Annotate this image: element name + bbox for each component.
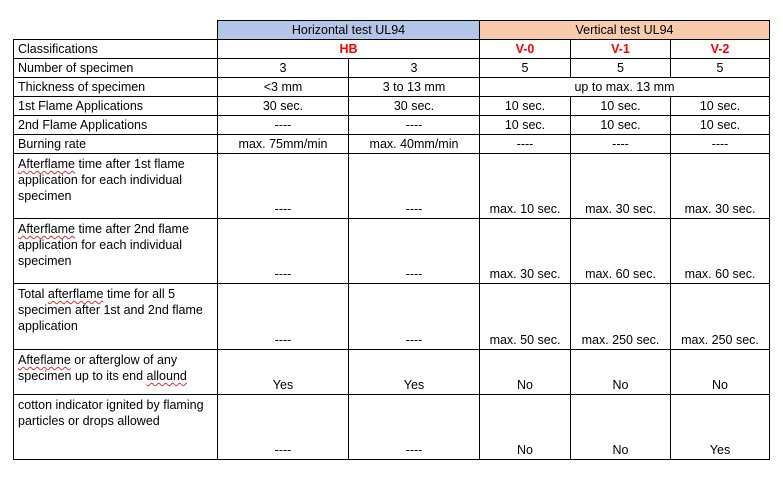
table-cell: 10 sec. bbox=[671, 116, 770, 135]
table-cell: 5 bbox=[480, 59, 571, 78]
classifications-row bbox=[14, 40, 770, 59]
table-cell: ---- bbox=[349, 219, 480, 284]
table-cell: Yes bbox=[671, 395, 770, 460]
table-cell: max. 250 sec. bbox=[571, 284, 671, 350]
row-label: Thickness of specimen bbox=[14, 78, 218, 97]
table-cell: Yes bbox=[349, 350, 480, 395]
burning-rate-row bbox=[14, 135, 770, 154]
table-cell: ---- bbox=[480, 135, 571, 154]
afterflame-second-row bbox=[14, 219, 770, 284]
class-v1: V-1 bbox=[571, 40, 671, 59]
table-cell: Yes bbox=[218, 350, 349, 395]
empty-corner-cell bbox=[14, 21, 218, 40]
row-label: cotton indicator ignited by flaming particles or drops allowed bbox=[14, 395, 218, 460]
table-cell: max. 30 sec. bbox=[480, 219, 571, 284]
table-cell: ---- bbox=[218, 284, 349, 350]
table-cell: 3 bbox=[349, 59, 480, 78]
class-hb: HB bbox=[218, 40, 480, 59]
table-cell: No bbox=[480, 350, 571, 395]
first-flame-row bbox=[14, 97, 770, 116]
spellcheck-word: allound bbox=[146, 369, 187, 383]
row-label bbox=[14, 219, 218, 284]
row-label-text: time for all 5 specimen after 1st and 2nd flame application bbox=[18, 287, 203, 333]
table-cell: ---- bbox=[349, 154, 480, 219]
row-label bbox=[14, 350, 218, 395]
row-label: 1st Flame Applications bbox=[14, 97, 218, 116]
table-cell: No bbox=[480, 395, 571, 460]
spellcheck-word: Afterflame bbox=[18, 157, 75, 171]
horizontal-test-header: Horizontal test UL94 bbox=[218, 21, 480, 40]
row-label bbox=[14, 284, 218, 350]
table-cell: 10 sec. bbox=[671, 97, 770, 116]
ul94-comparison-table bbox=[13, 20, 770, 460]
table-cell: ---- bbox=[349, 116, 480, 135]
table-cell: max. 50 sec. bbox=[480, 284, 571, 350]
row-label: 2nd Flame Applications bbox=[14, 116, 218, 135]
table-cell: 10 sec. bbox=[571, 116, 671, 135]
table-cell: ---- bbox=[218, 395, 349, 460]
table-cell: ---- bbox=[349, 395, 480, 460]
row-label-text: time after 2nd flame application for each individual specimen bbox=[18, 222, 189, 268]
table-cell: ---- bbox=[571, 135, 671, 154]
table-cell: ---- bbox=[349, 284, 480, 350]
table-cell: No bbox=[571, 395, 671, 460]
spellcheck-word: Afteflame bbox=[18, 353, 71, 367]
vertical-test-header: Vertical test UL94 bbox=[480, 21, 770, 40]
thickness-row bbox=[14, 78, 770, 97]
table-cell: 5 bbox=[571, 59, 671, 78]
group-header-row bbox=[14, 21, 770, 40]
class-v2: V-2 bbox=[671, 40, 770, 59]
table-cell: max. 40mm/min bbox=[349, 135, 480, 154]
cotton-indicator-row bbox=[14, 395, 770, 460]
table-cell: <3 mm bbox=[218, 78, 349, 97]
table-cell: 10 sec. bbox=[480, 97, 571, 116]
table-cell: 30 sec. bbox=[349, 97, 480, 116]
row-label-text: time after 1st flame application for each individual specimen bbox=[18, 157, 185, 203]
table-cell: 30 sec. bbox=[218, 97, 349, 116]
table-cell: max. 75mm/min bbox=[218, 135, 349, 154]
table-cell: max. 10 sec. bbox=[480, 154, 571, 219]
table-cell: ---- bbox=[218, 154, 349, 219]
table-cell: max. 60 sec. bbox=[671, 219, 770, 284]
row-label: Classifications bbox=[14, 40, 218, 59]
row-label-text: Total bbox=[18, 287, 48, 301]
table-cell: 3 bbox=[218, 59, 349, 78]
table-cell: ---- bbox=[671, 135, 770, 154]
number-of-specimen-row bbox=[14, 59, 770, 78]
table-cell: No bbox=[671, 350, 770, 395]
row-label: Number of specimen bbox=[14, 59, 218, 78]
second-flame-row bbox=[14, 116, 770, 135]
class-v0: V-0 bbox=[480, 40, 571, 59]
table-cell: max. 60 sec. bbox=[571, 219, 671, 284]
table-cell: ---- bbox=[218, 219, 349, 284]
table-cell: No bbox=[571, 350, 671, 395]
row-label-text: or afterglow of any specimen up to its end bbox=[18, 353, 178, 383]
ul94-table-container bbox=[13, 20, 770, 460]
row-label bbox=[14, 154, 218, 219]
table-cell: 10 sec. bbox=[480, 116, 571, 135]
table-cell: 10 sec. bbox=[571, 97, 671, 116]
table-cell: max. 30 sec. bbox=[671, 154, 770, 219]
table-cell: max. 250 sec. bbox=[671, 284, 770, 350]
total-afterflame-row bbox=[14, 284, 770, 350]
spellcheck-word: afterflame bbox=[47, 287, 104, 301]
spellcheck-word: Afterflame bbox=[18, 222, 75, 236]
table-cell: 5 bbox=[671, 59, 770, 78]
row-label: Burning rate bbox=[14, 135, 218, 154]
table-cell: ---- bbox=[218, 116, 349, 135]
afterflame-first-row bbox=[14, 154, 770, 219]
table-cell: max. 30 sec. bbox=[571, 154, 671, 219]
table-cell: up to max. 13 mm bbox=[480, 78, 770, 97]
table-cell: 3 to 13 mm bbox=[349, 78, 480, 97]
afterglow-row bbox=[14, 350, 770, 395]
